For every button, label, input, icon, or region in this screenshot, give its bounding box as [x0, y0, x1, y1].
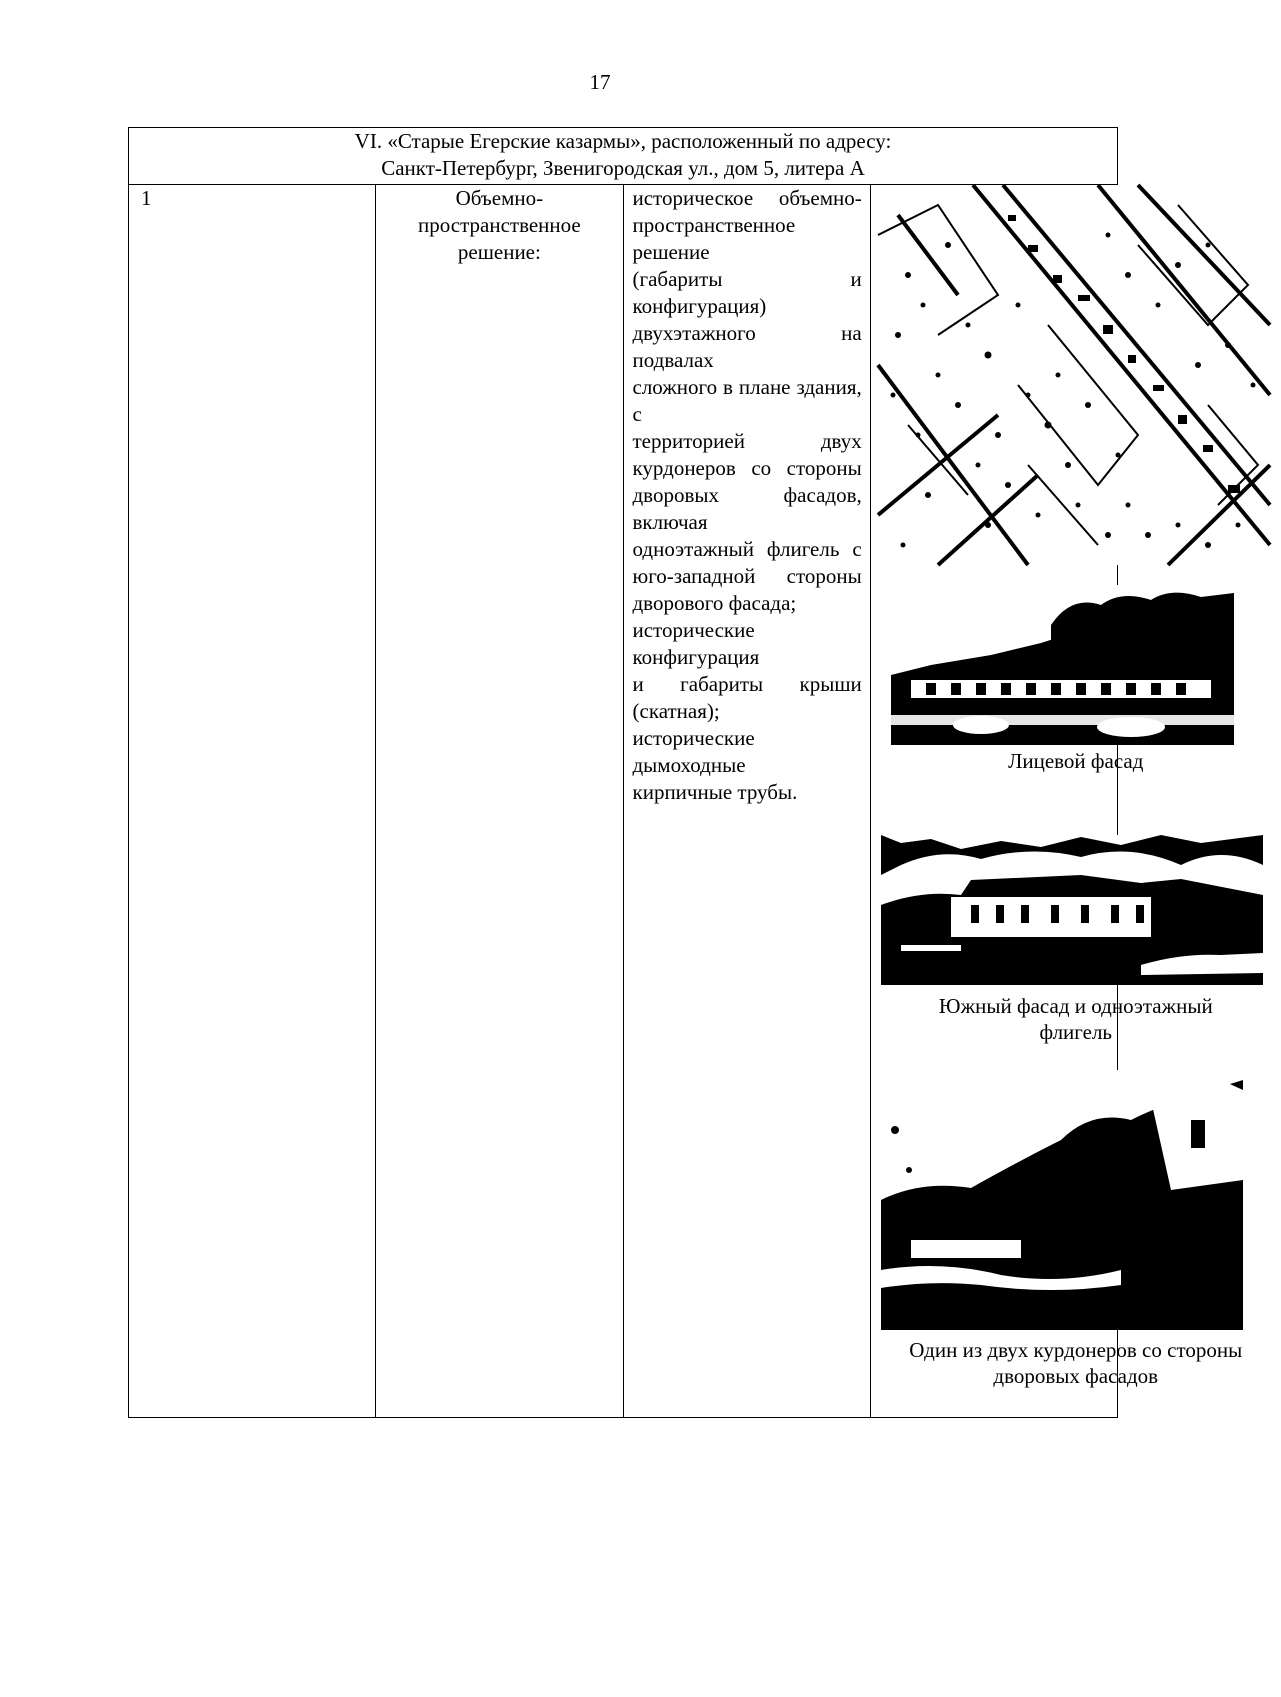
section-title-line1: VI. «Старые Егерские казармы», расположенный по адресу: — [354, 129, 892, 153]
south-caption-line1: Южный фасад и одноэтажный — [938, 994, 1213, 1018]
description-line: дворового фасада; — [632, 591, 797, 615]
section-title — [129, 128, 1118, 185]
page-number: 17 — [589, 70, 611, 94]
description-line: дворовых фасадов, включая — [632, 483, 862, 534]
description-line: курдонеров со стороны — [632, 456, 862, 480]
description-line: территорией двух — [632, 429, 862, 453]
courtyard-caption-line1: Один из двух курдонеров со стороны — [909, 1338, 1243, 1362]
description-line: (габариты и конфигурация) — [632, 267, 862, 318]
subject-line: Объемно- — [455, 186, 544, 210]
description-line: исторические конфигурация — [632, 618, 760, 669]
description-line: (скатная); — [632, 699, 720, 723]
courtyard-caption-line2: дворовых фасадов — [993, 1364, 1159, 1388]
description-line: одноэтажный флигель с — [632, 537, 862, 561]
monument-table — [128, 127, 1243, 1418]
subject-line: решение: — [457, 240, 541, 264]
section-title-line2: Санкт-Петербург, Звенигородская ул., дом 5, литера А — [381, 156, 865, 180]
images-cell — [870, 185, 1243, 1418]
section-header-row — [129, 128, 1118, 185]
site-plan-map — [878, 185, 1270, 565]
description-line: юго-западной стороны — [632, 564, 862, 588]
subject-line: пространственное — [418, 213, 581, 237]
row-number: 1 — [129, 185, 376, 1418]
description-line: историческое объемно- — [632, 186, 862, 210]
description-line: двухэтажного на подвалах — [632, 321, 862, 372]
description-line: сложного в плане здания, с — [632, 375, 862, 426]
courtyard-photo — [881, 1070, 1243, 1330]
description-line: пространственное решение — [632, 213, 796, 264]
description-line: кирпичные трубы. — [632, 780, 798, 804]
table-row — [129, 185, 1118, 1418]
description-line: исторические дымоходные — [632, 726, 755, 777]
description-line: и габариты крыши — [632, 672, 862, 696]
description-cell — [623, 185, 870, 1418]
south-facade-photo — [881, 835, 1263, 985]
subject-cell — [376, 185, 623, 1418]
facade-caption: Лицевой фасад — [1008, 749, 1144, 773]
facade-photo — [891, 585, 1234, 745]
south-caption-line2: флигель — [1039, 1020, 1112, 1044]
